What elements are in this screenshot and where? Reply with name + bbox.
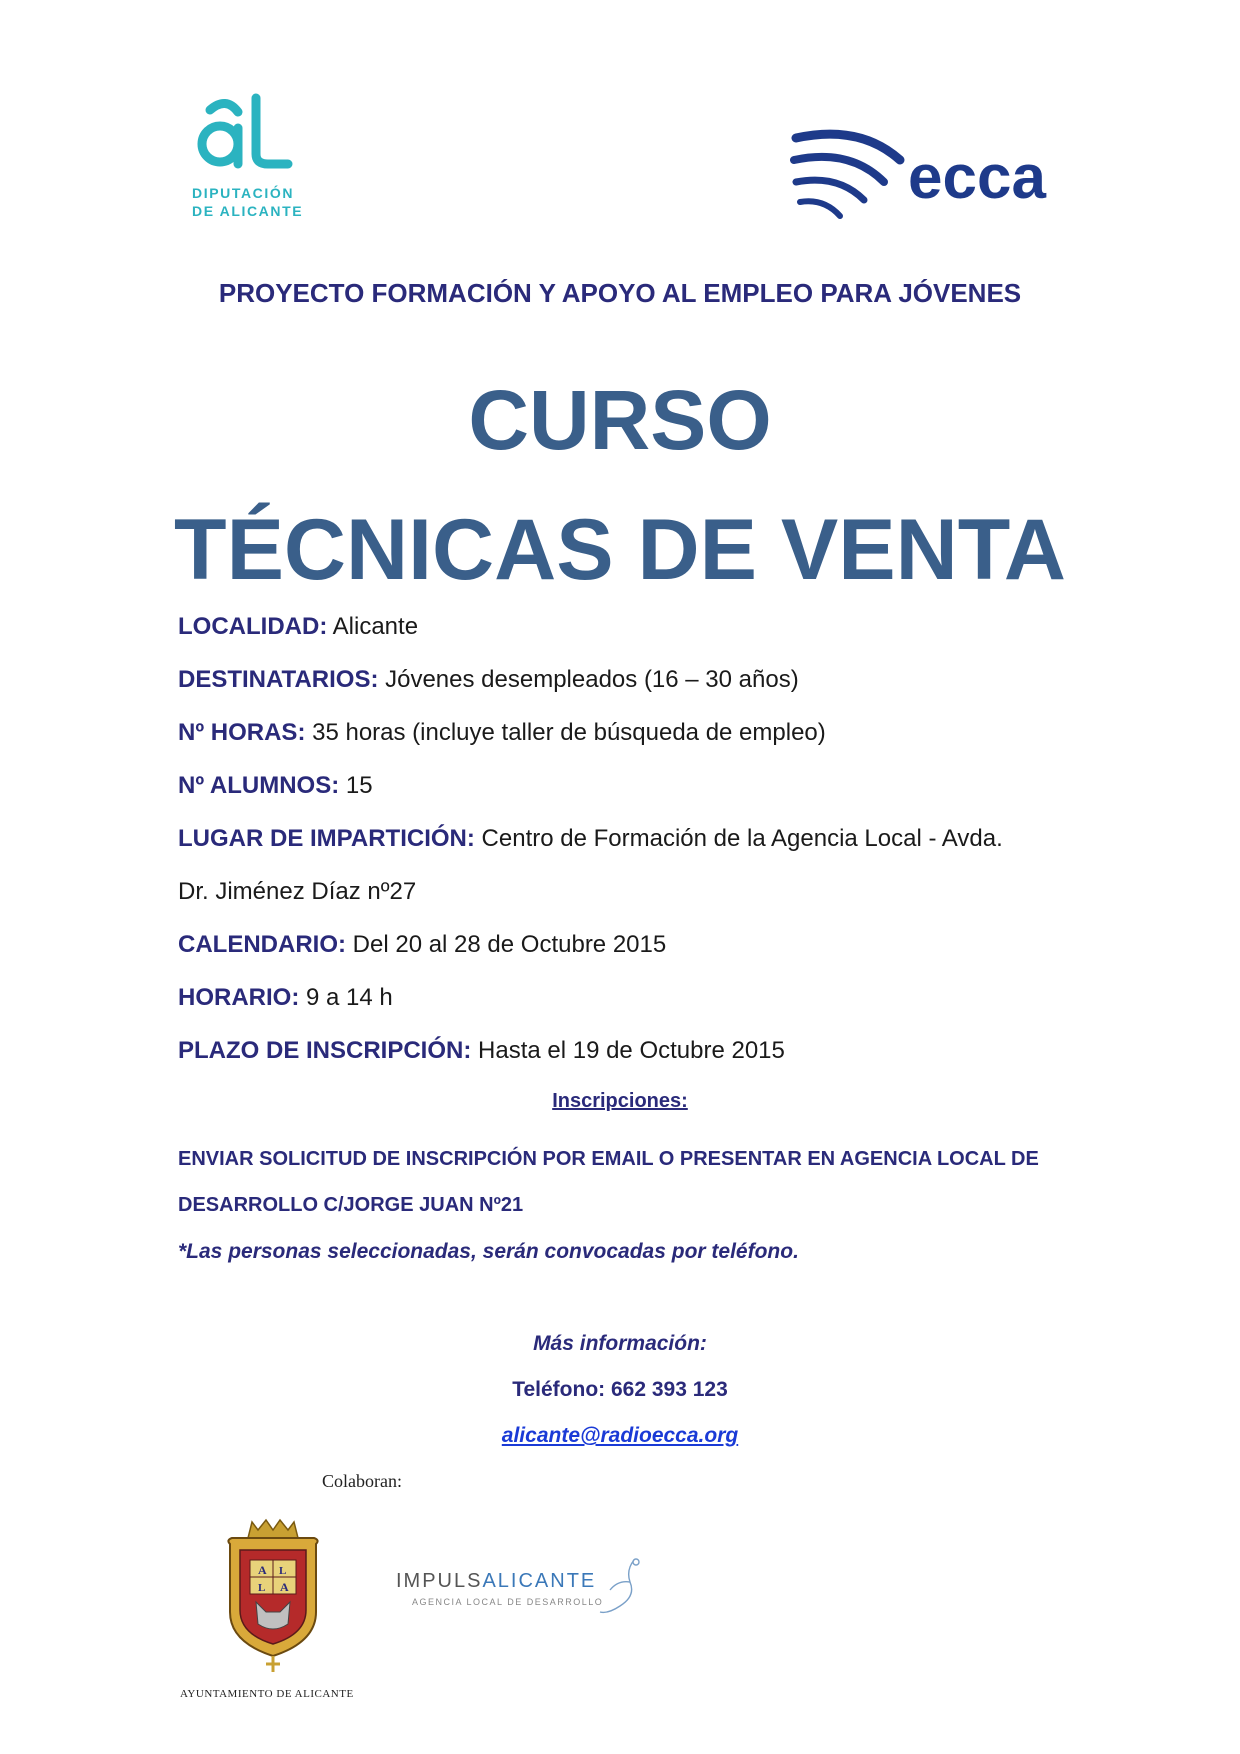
ayuntamiento-shield-icon: [222, 1516, 324, 1676]
detail-label: PLAZO DE INSCRIPCIÓN:: [178, 1037, 472, 1064]
detail-horario: [178, 983, 393, 1013]
detail-label: LUGAR DE IMPARTICIÓN:: [178, 825, 475, 852]
detail-value: Centro de Formación de la Agencia Local - Avda.: [474, 825, 1003, 852]
diputacion-line2: DE ALICANTE: [192, 203, 304, 219]
detail-value: Alicante: [327, 613, 419, 640]
svg-text:L: L: [279, 1565, 287, 1577]
detail-lugar: [178, 824, 1003, 854]
detail-value: Jóvenes desempleados (16 – 30 años): [378, 666, 799, 693]
impuls-text-b: ALICANTE: [482, 1570, 597, 1592]
detail-value: Dr. Jiménez Díaz nº27: [178, 878, 417, 905]
detail-alumnos: [178, 771, 373, 801]
ecca-logo-text: ecca: [908, 143, 1046, 212]
detail-localidad: [178, 612, 418, 642]
detail-lugar-cont: [178, 877, 416, 907]
svg-text:A: A: [258, 1563, 267, 1577]
ayuntamiento-text: AYUNTAMIENTO DE ALICANTE: [180, 1688, 354, 1700]
impuls-subtitle: AGENCIA LOCAL DE DESARROLLO: [412, 1597, 604, 1607]
detail-value: Hasta el 19 de Octubre 2015: [471, 1037, 785, 1064]
project-title: PROYECTO FORMACIÓN Y APOYO AL EMPLEO PARA JÓVENES: [218, 278, 1022, 308]
impuls-alicante-logo: [396, 1570, 596, 1593]
course-title: TÉCNICAS DE VENTA: [174, 502, 1066, 598]
diputacion-line1: DIPUTACIÓN: [192, 185, 295, 201]
detail-label: Nº HORAS:: [178, 719, 306, 746]
detail-label: LOCALIDAD:: [178, 613, 328, 640]
impuls-text-a: IMPULS: [396, 1570, 483, 1592]
contact-phone: Teléfono: 662 393 123: [512, 1378, 728, 1401]
diputacion-al-icon: [192, 92, 302, 172]
inscripciones-heading: Inscripciones:: [552, 1090, 688, 1112]
detail-horas: [178, 718, 826, 748]
svg-text:L: L: [258, 1582, 266, 1594]
detail-calendario: [178, 930, 666, 960]
detail-value: 15: [339, 772, 373, 799]
contact-heading: Más información:: [533, 1332, 707, 1355]
inscripciones-note: *Las personas seleccionadas, serán convocadas por teléfono.: [178, 1240, 799, 1263]
collaborators-label: Colaboran:: [322, 1471, 402, 1491]
inscripciones-line1: ENVIAR SOLICITUD DE INSCRIPCIÓN POR EMAIL O PRESENTAR EN AGENCIA LOCAL DE: [178, 1148, 1039, 1170]
detail-value: 35 horas (incluye taller de búsqueda de empleo): [305, 719, 826, 746]
detail-label: Nº ALUMNOS:: [178, 772, 340, 799]
detail-value: Del 20 al 28 de Octubre 2015: [346, 931, 667, 958]
inscripciones-line2: DESARROLLO C/JORGE JUAN Nº21: [178, 1194, 524, 1216]
svg-text:A: A: [280, 1580, 289, 1594]
detail-label: HORARIO:: [178, 984, 300, 1011]
impuls-figure-icon: [596, 1556, 646, 1620]
diputacion-logo-text: [192, 184, 332, 220]
detail-plazo: [178, 1036, 785, 1066]
ecca-waves-icon: [790, 120, 1090, 230]
detail-value: 9 a 14 h: [299, 984, 393, 1011]
course-heading: CURSO: [468, 373, 772, 467]
detail-label: DESTINATARIOS:: [178, 666, 379, 693]
contact-email-link[interactable]: alicante@radioecca.org: [501, 1424, 739, 1447]
detail-destinatarios: [178, 665, 799, 695]
detail-label: CALENDARIO:: [178, 931, 346, 958]
